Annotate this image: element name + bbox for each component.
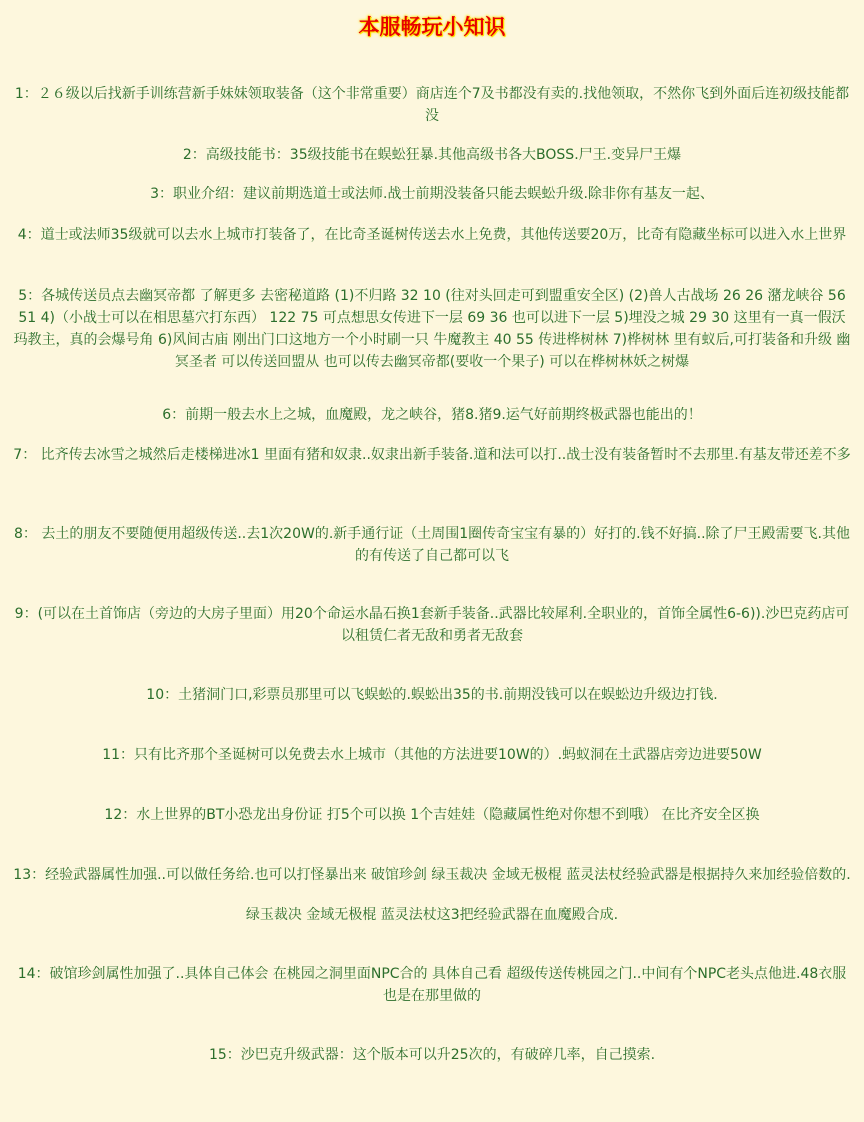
tip-9: 9：(可以在土首饰店（旁边的大房子里面）用20个命运水晶石换1套新手装备..武器比较犀利.全职业的，首饰全属性6-6)).沙巴克药店可以租赁仁者无敌和勇者无敌套 — [14, 606, 850, 644]
tip-6: 6：前期一般去水上之城，血魔殿，龙之峡谷，猪8.猪9.运气好前期终极武器也能出的！ — [162, 407, 702, 423]
tip-10: 10：土猪洞门口,彩票员那里可以飞蜈蚣的.蜈蚣出35的书.前期没钱可以在蜈蚣边升级边打钱. — [146, 687, 718, 703]
tip-14: 14：破馆珍剑属性加强了..具体自己体会 在桃园之洞里面NPC合的 具体自己看 超级传送传桃园之门..中间有个NPC老头点他进.48衣服也是在那里做的 — [17, 966, 847, 1004]
tip-3: 3：职业介绍：建议前期选道士或法师.战士前期没装备只能去蜈蚣升级.除非你有基友一起、 — [150, 186, 714, 202]
tip-1: 1：２６级以后找新手训练营新手妹妹领取装备（这个非常重要）商店连个7及书都没有卖的.找他领取，不然你飞到外面后连初级技能都没 — [14, 86, 850, 124]
tip-5: 5：各城传送员点去幽冥帝都 了解更多 去密秘道路 (1)不归路 32 10 (往对头回走可到盟重安全区) (2)兽人古战场 26 26 潴龙峡谷 56 51 4)（小战士可以在相思墓穴打东西） 122 75 可点想思女传进下一层 69 36 也可以进下一层 5)埋没之城 29 30 这里有一真一假沃玛教主，真的会爆号角 6)风间古庙 刚出门口这地方一个小时刷一只 牛魔教主 40 55 传进桦树林 7)桦树林 里有蚁后,可打装备和升级 幽冥圣者 可以传送回盟从 也可以传去幽冥帝都(要收一个果子) 可以在桦树林妖之树爆 — [13, 288, 851, 370]
tip-4: 4：道士或法师35级就可以去水上城市打装备了，在比奇圣诞树传送去水上免费，其他传送要20万，比奇有隐藏坐标可以进入水上世界 — [17, 227, 847, 243]
tip-2: 2：高级技能书：35级技能书在蜈蚣狂暴.其他高级书各大BOSS.尸王.变异尸王爆 — [182, 147, 682, 163]
page-title: 本服畅玩小知识 — [358, 15, 506, 39]
tip-7: 7： 比齐传去冰雪之城然后走楼梯进冰1 里面有猪和奴隶..奴隶出新手装备.道和法可以打..战士没有装备暂时不去那里.有基友带还差不多 — [13, 447, 851, 463]
tip-13: 13：经验武器属性加强..可以做任务给.也可以打怪暴出来 破馆珍剑 绿玉裁决 金域无极棍 蓝灵法杖经验武器是根据持久来加经验倍数的. — [13, 867, 851, 883]
tip-15: 15：沙巴克升级武器：这个版本可以升25次的，有破碎几率，自己摸索. — [208, 1047, 656, 1063]
tip-13-continued: 绿玉裁决 金域无极棍 蓝灵法杖这3把经验武器在血魔殿合成. — [245, 907, 619, 923]
tip-12: 12：水上世界的BT小恐龙出身份证 打5个可以换 1个吉娃娃（隐藏属性绝对你想不到哦） 在比齐安全区换 — [104, 807, 760, 823]
tip-8: 8： 去土的朋友不要随便用超级传送..去1次20W的.新手通行证（土周围1圈传奇宝宝有暴的）好打的.钱不好搞..除了尸王殿需要飞.其他的有传送了自己都可以飞 — [14, 526, 850, 564]
tip-11: 11：只有比齐那个圣诞树可以免费去水上城市（其他的方法进要10W的）.蚂蚁洞在土武器店旁边进要50W — [102, 747, 762, 763]
